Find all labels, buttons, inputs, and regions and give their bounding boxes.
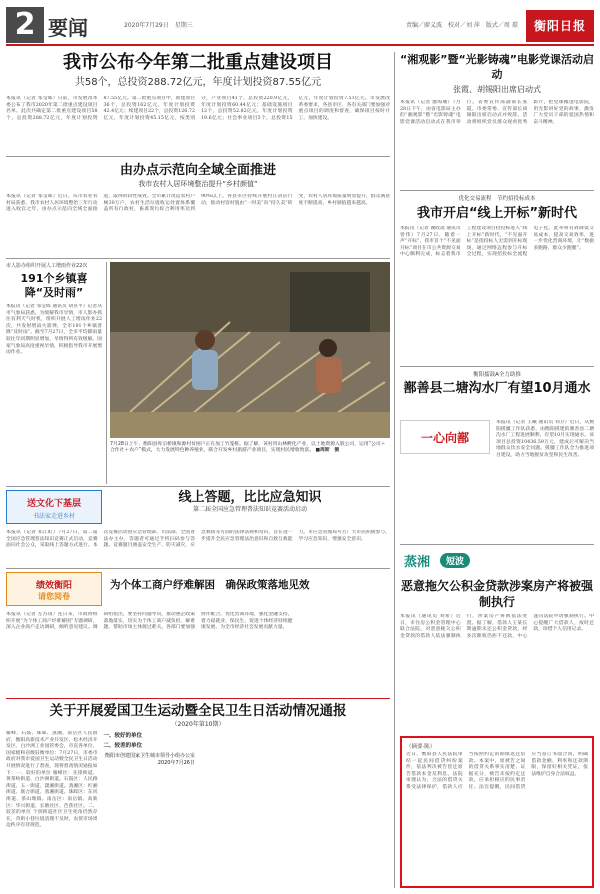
story-headline: “湘观影”暨“光影铸魂”电影党课活动启动: [400, 53, 594, 81]
story-factory: [400, 370, 594, 540]
photo-caption: 7月28日上午，衡阳县库宗桥镇和源村贫困户正在加工竹笼框。据了解，该村用山林孵化产业，以土地资源入股公司，运用“公司＋合作社＋农户”模式，大力发展特色种养殖业，联合开发乡村旅游产业项目，实现村民增收致富。: [110, 442, 386, 454]
section-name: 要闻: [48, 16, 88, 40]
story-kicker: 优化交易流程 节约招投标成本: [458, 196, 536, 202]
divider: [106, 262, 107, 484]
story-projects: [6, 52, 390, 144]
story-subhead: 张霞、胡锡阳出席启动式: [453, 85, 541, 94]
photo-credit: ■周斯 摄: [315, 448, 340, 454]
story-headline: 为个体工商户纾难解困 确保政策落地见效: [110, 579, 310, 591]
page-number: 2: [6, 7, 44, 43]
ad-business: [6, 572, 102, 606]
story-headline: 恶意拖欠公积金贷款涉案房产将被强制执行: [400, 579, 593, 609]
story-headline: 我市开启“线上开标”新时代: [416, 206, 578, 221]
story-body: 本报讯（记者 邹莹晖）日前，市发展改革委公布了我市2020年第二批重点建设项目名单。此次共确定第二批重点建设项目58个，总投资288.72亿元，年度计划投资87.55亿元。第二批重点项目中，新建项目36个，总投资162亿元，年度计划投资42.4亿元；续建项目22个，总投资126.72亿元，年度计划投资45.15亿元。按类别分，产业项目41个，总投资220.9亿元，年度计划投资60.44亿元；基础设施项目12个，总投资52.82亿元，年度计划投资19.6亿元；社会事业项目5个，总投资15亿元，年度计划投资7.51亿元。市发展改革委要求，各县市区、各有关部门要加强对重点项目的调度和督查，确保项目按时开工、加快建设。: [6, 96, 390, 121]
newspaper-page: [6, 6, 594, 888]
story-headline: 关于开展爱国卫生运动暨全民卫生日活动情况通报: [49, 703, 347, 719]
story-headline: 我市公布今年第二批重点建设项目: [63, 52, 333, 73]
story-kicker: 市人影办组织开展人工增雨作业22次: [6, 263, 88, 269]
story-court: [400, 578, 594, 732]
story-subhead: 我市农村人居环境整治提升“乡村颜值”: [138, 180, 258, 188]
editor-credits: 责编／廖义波 校对／刘 萍 版式／周 璟: [406, 22, 518, 29]
ad-yixinxiangshan: [400, 420, 490, 454]
story-quiz: [110, 490, 390, 512]
divider: [400, 366, 594, 367]
story-headline: 191个乡镇喜降“及时雨”: [20, 272, 88, 299]
section-heading-good: 一、较好的单位: [103, 733, 143, 739]
story-body: 雁峰、石鼓、珠晖、蒸湘、南岳区人民政府，衡阳高新技术产业开发区、松木经济开发区、白沙洲工业园管委会，市直各单位，国家级和省级驻衡单位：7月27日，市委市政府对我市爱国卫生运动暨全民卫生日活动开展情况进行了督查，现将督查情况通报如下：一、较好的单位 雁峰区：先锋街道、黄茶岭街道、白沙洲街道。石鼓区：人民路街道、五一街道、潇湘街道。蒸湘区：红湘街道、联合街道、蒸湘街道。珠晖区：东风街道、茶山坳镇。南岳区：南岳镇。高新区：华兴街道、长塘社区、芭蕉社区。二、较差的单位 个别街道社区卫生死角仍然存在，背街小巷垃圾清理不及时，农贸市场周边秩序有待规范。: [6, 731, 98, 829]
story-business: [110, 578, 390, 596]
ad-culture: [6, 490, 102, 524]
story-headline: 线上答题，比比应急知识: [178, 490, 322, 505]
divider: [6, 568, 390, 569]
story-tender: [400, 194, 594, 360]
ad-label: 一心向鄯: [420, 431, 469, 445]
news-photo: [110, 262, 390, 438]
story-kicker: 衡阳擂鼓A全力助推: [473, 372, 521, 378]
newspaper-logo: 衡阳日报: [526, 10, 594, 42]
bamboo-workshop-image: [110, 262, 390, 438]
divider: [6, 698, 390, 699]
highlighted-story[interactable]: [400, 736, 594, 888]
section-heading-poor: 二、较差的单位: [103, 743, 143, 749]
story-headline: 鄯善县二塘沟水厂有望10月通水: [403, 381, 591, 396]
masthead: [6, 6, 594, 46]
ad-sublabel: 书法家走进乡村: [32, 513, 75, 520]
signoff: 衡阳市创建国家卫生城市领导小组办公室: [104, 753, 195, 759]
story-subhead: 第二届全国应急管理普法知识竞赛活动启动: [192, 506, 307, 513]
signoff-date: 2020年7月26日: [157, 760, 195, 766]
story-body: 本报讯（记者 邹莹晖）近日，从市农业农村局获悉，我市农村人居环境整治三年行动进入收官之年，由办点示范向全域全面推进，取得阶段性成效。全市累计改造农村户厕30万户，农村生活垃圾收运处置体系覆盖所有行政村，畜禽粪污综合利用率达到90%以上。各县市区持续开展村庄清洁行动，推动村容村貌由“一时美”向“持久美”转变，农村人居环境质量明显提升，群众满意度不断提高，乡村颜值越来越高。: [6, 194, 390, 213]
story-film: [400, 52, 594, 184]
story-kicker: （摘要·陈）: [406, 744, 436, 750]
divider: [400, 190, 594, 191]
divider: [6, 486, 390, 487]
story-towns: [6, 262, 102, 484]
story-subhead: 共58个，总投资288.72亿元，年度计划投资87.55亿元: [74, 77, 322, 88]
photo-caption-block: [110, 442, 390, 480]
story-body: 本报讯（通讯员 刘希）近日，市住房公积金管理中心联合法院，对恶意拖欠公积金贷款的借款人依法强制执行，涉案房产将被依法处置。据了解，借款人王某长期逾期未还公积金贷款，经多次催收仍拒不还款，中心遂向法院申请强制执行。中心提醒广大借款人，按时还款，珍惜个人信用记录。: [400, 614, 594, 639]
story-quiz-body: 本报讯（记者 邓江虹）7月27日，第二届全国应急管理普法知识竞赛正式启动，竞赛面向社会公众，采取线上答题方式进行。本次竞赛活动由应急管理部、司法部、全国普法办主办，答题者可通过手机扫码参与答题。竞赛题目涵盖安全生产、防灾减灾、应急救援等方面的法律法规和常识，旨在进一步提升全民应急管理法治意识和自救互救能力。市应急管理局号召广大市民积极参与，学习应急知识，增强安全意识。: [6, 530, 390, 549]
story-business-body: 本报讯（记者 左苏雨）连日来，市政协组织开展“为个体工商户纾难解困”专题调研，深入企业商户走访调研，倾听意见建议。调研组指出，要坚持问题导向，推动惠企政策落地落实，切实为个体工商户减负担、解难题，帮助市场主体渡过难关。各部门要加强协作配合，优化营商环境，强化金融支持，着力稳就业、保民生，促进个体经济持续健康发展，为全市经济社会发展贡献力量。: [6, 612, 293, 631]
ad-label: 送文化下基层: [26, 499, 81, 509]
ad-zhengxiang: [400, 544, 594, 574]
story-rural: [6, 162, 390, 254]
divider: [6, 156, 390, 157]
story-body: 近日，衡阳县人民法院审结一起民间借贷纠纷案件，依法判决被告偿还原告借款本金及利息。法院审理认为，合法的借贷关系受法律保护，借款人应当按照约定的期限返还借款。本案中，原被告之间的借贷关系事实清楚、证据充分，被告未按约定还款，应承担相应的民事责任。法官提醒，民间借贷应当签订书面合同，明确借款金额、利率和还款期限，保留好相关凭证，依法维护自身合法权益。: [406, 752, 588, 790]
story-body: 本报讯（记者 廖海珊）7月28日下午，由省电影局主办的“湘观影”暨“光影铸魂”电影党课活动启动式在我市举行。省委宣传部副部长张霞、市委常委、宣传部长胡锡阳出席启动式并致辞。活动将组织党员群众观看优秀影片，把党课搬进电影院，用光影讲好党的故事，激发广大党员干部的爱国热情和奋斗精神。: [400, 100, 594, 125]
story-dateline: （2020年第10期）: [171, 721, 225, 728]
divider: [6, 258, 390, 259]
column-divider: [394, 52, 395, 888]
ad-sublabel: 短波: [440, 553, 470, 568]
story-sanitation: [6, 702, 390, 888]
issue-date: 2020年7月29日 星期三: [124, 22, 193, 29]
sanitation-columns: [6, 731, 390, 885]
story-body: 本报讯（记者 王曦 通讯员 刘卫）近日，从衡阳援疆工作队获悉，由衡阳援建的鄯善县二塘沟水厂工程进展顺利，有望10月实现通水。该项目总投资10436.59万元，建成后可解决当地群众饮水安全问题。援疆工作队全力推进项目建设，助力当地脱贫攻坚和民生改善。: [496, 420, 594, 458]
ad-label: 绩效衡阳: [35, 581, 72, 591]
story-body: 本报讯（记者 谢政凌 通讯员 曾伟）7月27日，随着一声“开标”，我市首个“不见面开标”项目在市公共资源交易中心顺利完成，标志着我市工程建设项目招投标进入“线上开标”新时代。“不见面开标”是指投标人无需到开标现场，通过网络远程参与开标全过程，实现招投标全流程电子化。此举将有效降低交易成本，提高交易效率，进一步优化营商环境，让“数据多跑路，群众少跑腿”。: [400, 226, 594, 258]
ad-sublabel: 请您阅卷: [38, 592, 70, 601]
story-body: 本报讯（记者 邹莹晖 通讯员 胡亚平）记者从市气象局获悉，为缓解我市旱情，市人影办抓住有利天气时机，组织开展人工增雨作业22次，共发射增雨火箭弹，全市191个乡镇普降“及时雨”。截至7月27日，全市平均降雨量较往年同期明显增加，旱情得到有效缓解。国家气象局高度重视旱情，积极指导我市开展增雨作业。: [6, 304, 102, 356]
story-headline: 由办点示范向全域全面推进: [119, 163, 276, 178]
ad-label: 蒸湘: [404, 555, 431, 570]
